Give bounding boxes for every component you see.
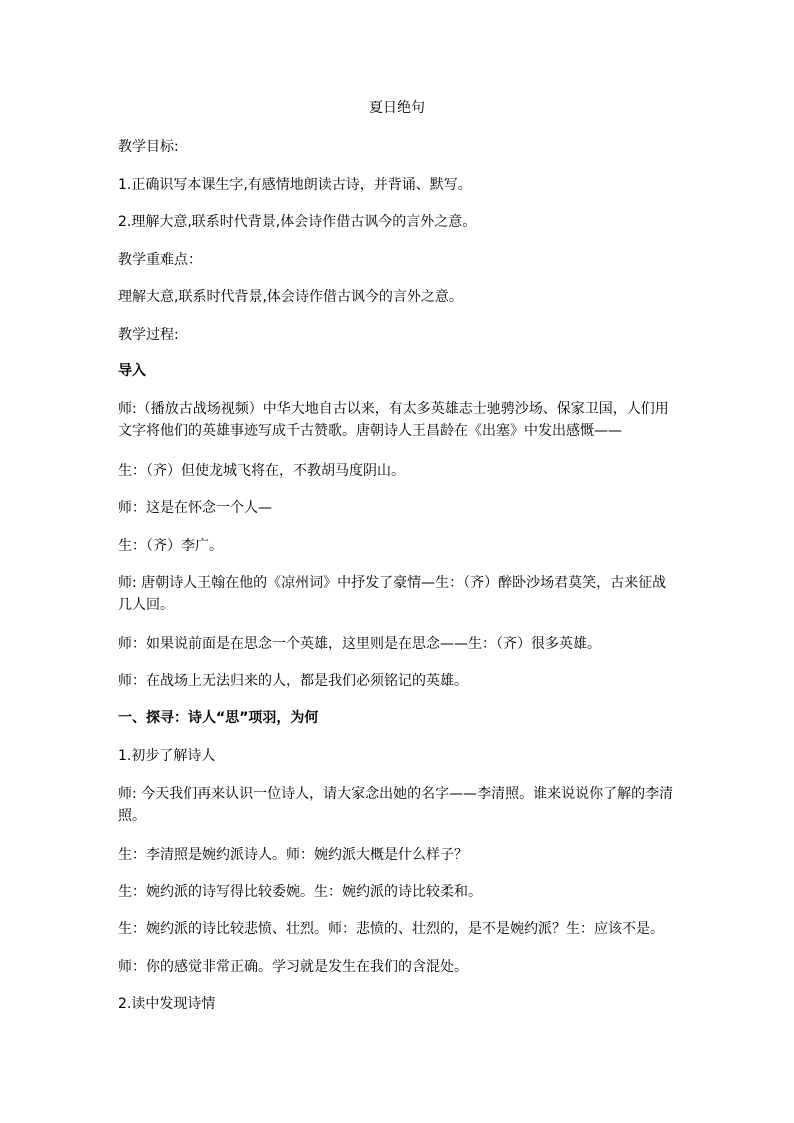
dialogue-line: 生：婉约派的诗写得比较委婉。生：婉约派的诗比较柔和。: [118, 884, 482, 900]
dialogue-line: 生：（齐）但使龙城飞将在，不教胡马度阴山。: [118, 463, 405, 479]
dialogue-line: 生：（齐）李广。: [118, 538, 223, 554]
dialogue-line: 师：这是在怀念一个人—: [118, 500, 272, 516]
dialogue-line: 生：婉约派的诗比较悲愤、壮烈。师：悲愤的、壮烈的，是不是婉约派？生：应该不是。: [118, 921, 664, 937]
dialogue-line: 师：在战场上无法归来的人，都是我们必须铭记的英雄。: [118, 673, 468, 689]
section-introduction: 导入: [118, 363, 146, 379]
subsection-heading: 1.初步了解诗人: [118, 748, 216, 764]
dialogue-line: 师：如果说前面是在思念一个英雄，这里则是在思念——生：（齐）很多英雄。: [118, 636, 601, 652]
heading-teaching-goals: 教学目标:: [118, 139, 179, 155]
subsection-heading: 2.读中发现诗情: [118, 996, 216, 1012]
dialogue-line: 生：李清照是婉约派诗人。师：婉约派大概是什么样子？: [118, 847, 468, 863]
goal-item-1: 1.正确识写本课生字,有感情地朗读古诗，并背诵、默写。: [118, 177, 472, 193]
document-title: 夏日绝句: [369, 100, 425, 116]
dialogue-line: 师: 唐朝诗人王翰在他的《凉州词》中抒发了豪情—生：（齐）醉卧沙场君莫笑，古来征战几人回。: [118, 575, 667, 613]
section-heading-1: 一、探寻：诗人“思”项羽，为何: [118, 710, 319, 726]
dialogue-line: 师:（播放古战场视频）中华大地自古以来，有太多英雄志士驰骋沙场、保家卫国，人们用文字将他们的英雄事迹写成千古赞歌。唐朝诗人王昌龄在《出塞》中发出感慨——: [118, 401, 669, 439]
goal-item-2: 2.理解大意,联系时代背景,体会诗作借古讽今的言外之意。: [118, 214, 477, 230]
key-points-text: 理解大意,联系时代背景,体会诗作借古讽今的言外之意。: [118, 289, 463, 305]
dialogue-line: 师：你的感觉非常正确。学习就是发生在我们的含混处。: [118, 959, 468, 975]
heading-key-points: 教学重难点：: [118, 252, 202, 268]
dialogue-line: 师: 今天我们再来认识一位诗人，请大家念出她的名字——李清照。谁来说说你了解的李清照。: [118, 786, 674, 824]
heading-teaching-process: 教学过程:: [118, 327, 179, 343]
